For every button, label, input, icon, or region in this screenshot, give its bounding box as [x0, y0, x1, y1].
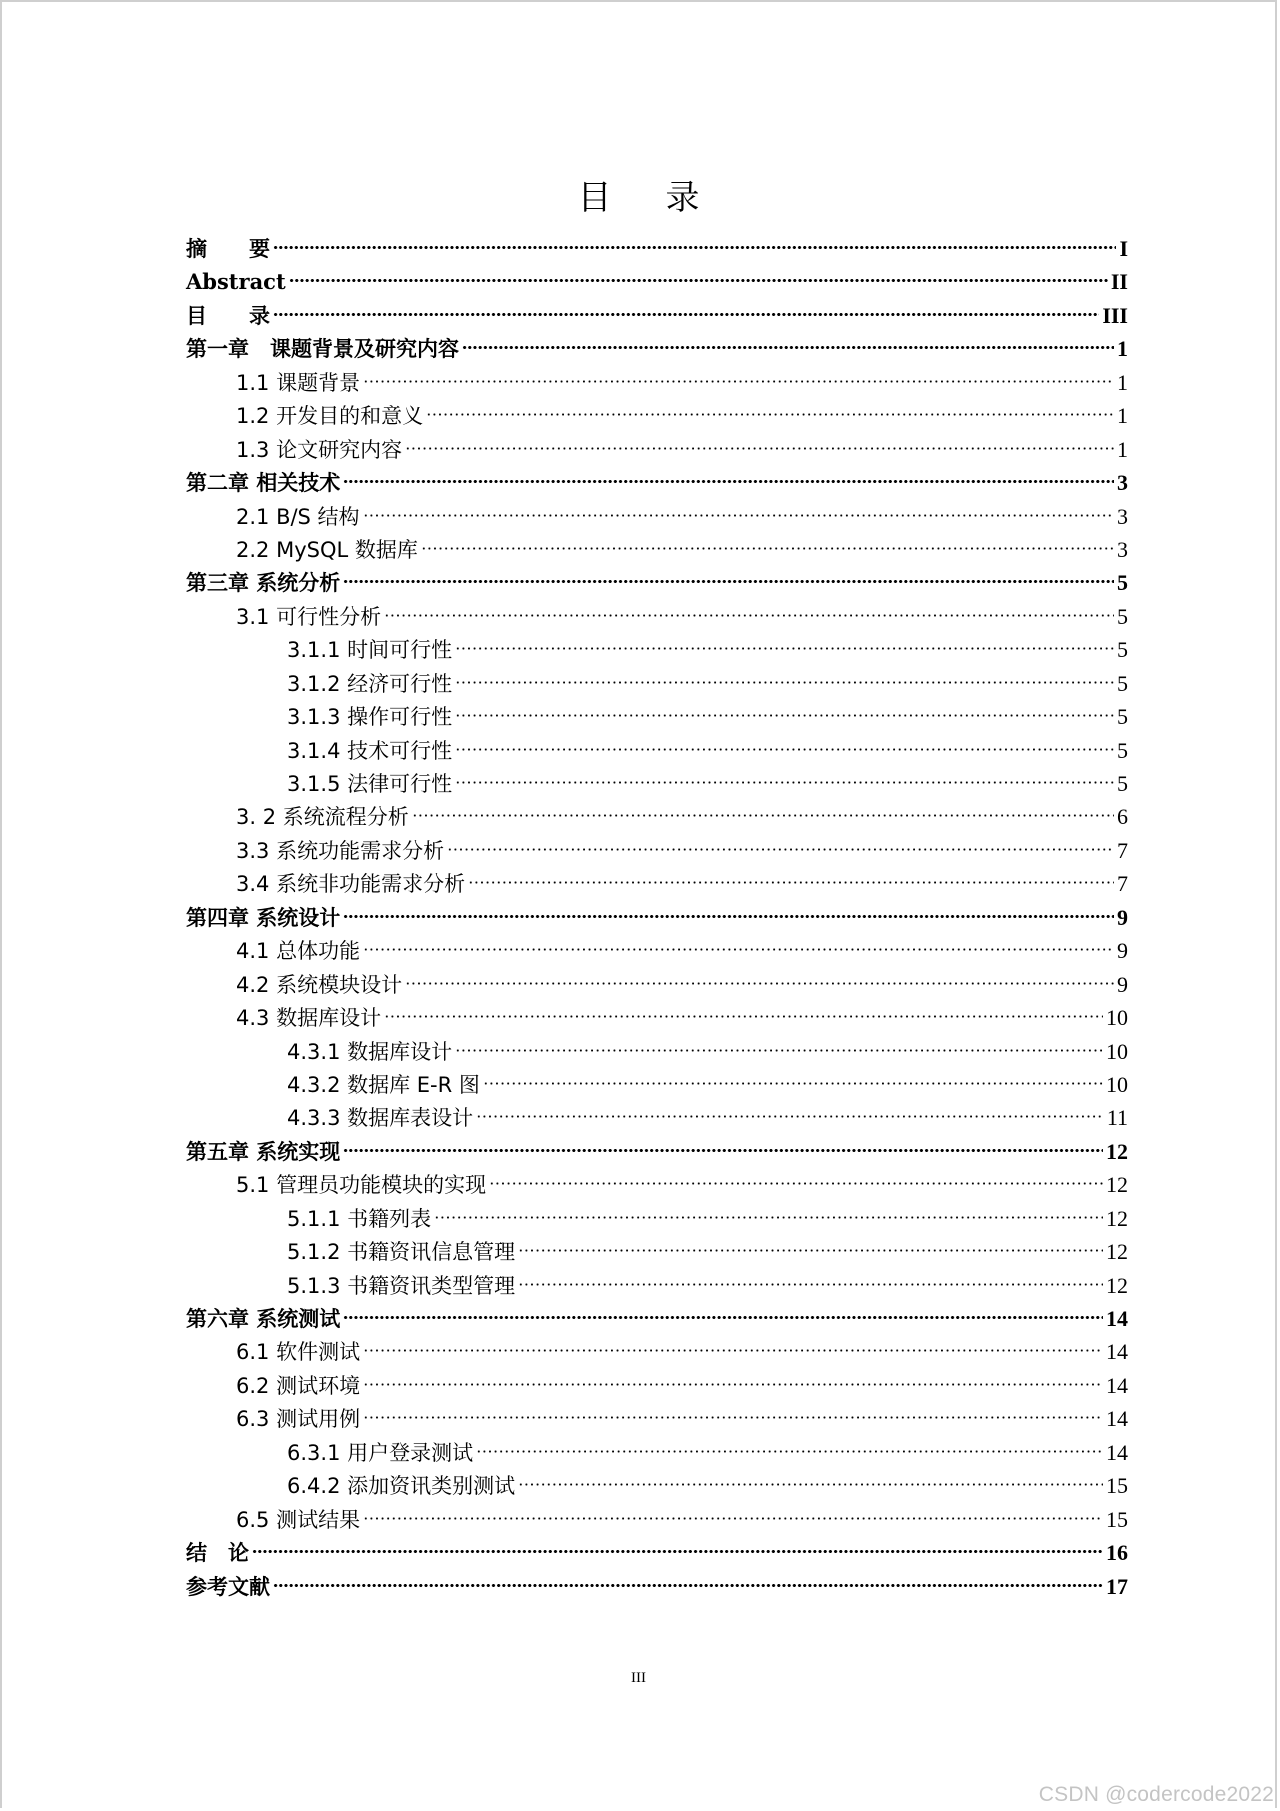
dot-leader [518, 1460, 1103, 1493]
dot-leader [273, 1561, 1103, 1594]
toc-entry-page-number: 9 [1117, 938, 1128, 964]
toc-entry-label: 第二章 相关技术 [186, 470, 341, 496]
toc-entry-level-0[interactable] [186, 223, 1128, 261]
toc-entry-page-number: 10 [1106, 1071, 1128, 1097]
dot-leader [518, 1260, 1103, 1293]
toc-entry-page-number: 14 [1106, 1406, 1128, 1432]
dot-leader [343, 457, 1114, 490]
dot-leader [405, 959, 1114, 992]
toc-entry-page-number: 6 [1117, 804, 1128, 830]
dot-leader [343, 892, 1114, 925]
toc-entry-level-0[interactable] [186, 256, 1128, 295]
dot-leader [343, 557, 1114, 590]
toc-entry-page-number: 16 [1106, 1540, 1128, 1566]
toc-entry-label: 第五章 系统实现 [186, 1138, 341, 1164]
dot-leader [468, 858, 1114, 891]
dot-leader [462, 323, 1114, 356]
toc-entry-label: 6.2 测试环境 [236, 1373, 361, 1398]
dot-leader [455, 725, 1114, 758]
toc-entry-label: 3.1.2 经济可行性 [287, 671, 453, 696]
dot-leader [421, 524, 1114, 557]
toc-heading: 目录 [577, 178, 754, 218]
dot-leader [434, 1193, 1103, 1226]
dot-leader [273, 223, 1116, 256]
toc-entry-label: 5.1.2 书籍资讯信息管理 [287, 1240, 516, 1265]
dot-leader [252, 1527, 1103, 1560]
toc-entry-page-number: 12 [1106, 1272, 1128, 1298]
toc-entry-page-number: 14 [1106, 1372, 1128, 1398]
dot-leader [476, 1427, 1103, 1460]
dot-leader [489, 1159, 1103, 1192]
toc-entry-page-number: 7 [1117, 871, 1128, 897]
toc-entry-page-number: 10 [1106, 1038, 1128, 1064]
toc-entry-page-number: 15 [1106, 1506, 1128, 1532]
dot-leader [455, 1026, 1103, 1059]
toc-entry-label: 4.3 数据库设计 [236, 1006, 382, 1031]
toc-entry-label: 6.3 测试用例 [236, 1407, 361, 1432]
page-number-footer: III [631, 1670, 646, 1686]
dot-leader [273, 290, 1099, 323]
toc-entry-label: 第三章 系统分析 [186, 570, 341, 596]
toc-entry-label: 6.5 测试结果 [236, 1507, 361, 1532]
toc-entry-label: 6.1 软件测试 [236, 1340, 361, 1365]
dot-leader [518, 1226, 1103, 1259]
toc-entry-level-0[interactable] [186, 323, 1128, 362]
toc-entry-label: 结 论 [186, 1540, 249, 1566]
toc-entry-label: 6.4.2 添加资讯类别测试 [287, 1474, 516, 1499]
toc-entry-label: 3.1 可行性分析 [236, 604, 382, 629]
toc-entry-page-number: 1 [1117, 336, 1128, 362]
toc-entry-page-number: 3 [1117, 470, 1128, 496]
toc-entry-label: 1.1 课题背景 [236, 370, 361, 395]
toc-entry-label: 6.3.1 用户登录测试 [287, 1440, 474, 1465]
toc-entry-label: 3. 2 系统流程分析 [236, 805, 409, 830]
toc-entry-label: 5.1.1 书籍列表 [287, 1206, 432, 1231]
toc-entry-page-number: 12 [1106, 1239, 1128, 1265]
toc-entry-label: 3.1.3 操作可行性 [287, 705, 453, 730]
toc-entry-label: 5.1 管理员功能模块的实现 [236, 1173, 487, 1198]
dot-leader [363, 357, 1114, 390]
toc-entry-page-number: II [1110, 269, 1128, 295]
toc-entry-level-0[interactable] [186, 1527, 1128, 1566]
dot-leader [455, 624, 1114, 657]
toc-entry-page-number: 12 [1106, 1138, 1128, 1164]
toc-entry-page-number: 9 [1117, 904, 1128, 930]
toc-entry-label: 参考文献 [186, 1573, 270, 1599]
toc-entry-label: 5.1.3 书籍资讯类型管理 [287, 1273, 516, 1298]
toc-entry-label: 3.4 系统非功能需求分析 [236, 872, 466, 897]
dot-leader [476, 1092, 1104, 1125]
toc-entry-page-number: 17 [1106, 1573, 1128, 1599]
dot-leader [426, 390, 1114, 423]
dot-leader [343, 1126, 1103, 1159]
toc-entry-page-number: 3 [1117, 536, 1128, 562]
toc-entry-page-number: 7 [1117, 837, 1128, 863]
toc-entry-label: 4.1 总体功能 [236, 939, 361, 964]
toc-entry-page-number: 12 [1106, 1205, 1128, 1231]
toc-entry-page-number: 11 [1106, 1105, 1128, 1131]
dot-leader [363, 1360, 1103, 1393]
toc-entry-label: 2.1 B/S 结构 [236, 504, 360, 529]
dot-leader [447, 825, 1114, 858]
toc-entry-label: 第一章 课题背景及研究内容 [186, 336, 459, 362]
dot-leader [412, 791, 1114, 824]
toc-entry-label: 4.3.3 数据库表设计 [287, 1106, 474, 1131]
toc-entry-label: 3.1.4 技术可行性 [287, 738, 453, 763]
toc-entry-page-number: 5 [1117, 570, 1128, 596]
toc-entry-label: 摘 要 [186, 236, 270, 261]
toc-entry-level-0[interactable] [186, 290, 1128, 328]
toc-entry-page-number: 1 [1117, 403, 1128, 429]
dot-leader [384, 591, 1114, 624]
toc-entry-page-number: 12 [1106, 1172, 1128, 1198]
toc-entry-page-number: 3 [1117, 503, 1128, 529]
toc-entry-page-number: 14 [1106, 1439, 1128, 1465]
toc-entry-page-number: 1 [1117, 436, 1128, 462]
dot-leader [363, 925, 1114, 958]
toc-entry-label: 2.2 MySQL 数据库 [236, 537, 418, 562]
toc-entry-page-number: 1 [1117, 369, 1128, 395]
dot-leader [363, 491, 1114, 524]
dot-leader [483, 1059, 1103, 1092]
toc-entry-label: Abstract [186, 269, 286, 295]
toc-entry-page-number: 5 [1117, 670, 1128, 696]
toc-entry-page-number: 5 [1117, 737, 1128, 763]
toc-entry-page-number: 5 [1117, 704, 1128, 730]
toc-entry-page-number: 5 [1117, 637, 1128, 663]
toc-entry-page-number: 14 [1106, 1306, 1128, 1331]
toc-entry-label: 3.3 系统功能需求分析 [236, 838, 445, 863]
dot-leader [363, 1494, 1103, 1527]
dot-leader [455, 691, 1114, 724]
toc-entry-label: 3.1.5 法律可行性 [287, 772, 453, 796]
dot-leader [455, 758, 1114, 791]
table-of-contents [186, 223, 1128, 1599]
toc-entry-level-0[interactable] [186, 1561, 1128, 1599]
dot-leader [384, 992, 1103, 1025]
toc-entry-page-number: III [1102, 302, 1128, 328]
toc-entry-label: 4.3.1 数据库设计 [287, 1039, 453, 1064]
toc-entry-label: 4.2 系统模块设计 [236, 972, 403, 997]
dot-leader [405, 424, 1114, 457]
toc-entry-label: 第四章 系统设计 [186, 904, 341, 930]
toc-entry-page-number: 5 [1117, 771, 1128, 796]
dot-leader [455, 658, 1114, 691]
toc-entry-label: 目 录 [186, 302, 270, 328]
toc-entry-label: 第六章 系统测试 [186, 1306, 341, 1331]
dot-leader [363, 1326, 1103, 1359]
toc-entry-page-number: 14 [1106, 1339, 1128, 1365]
toc-entry-label: 3.1.1 时间可行性 [287, 638, 453, 663]
toc-entry-page-number: I [1119, 236, 1128, 261]
dot-leader [343, 1293, 1103, 1326]
toc-entry-page-number: 9 [1117, 971, 1128, 997]
dot-leader [363, 1393, 1103, 1426]
toc-entry-label: 1.2 开发目的和意义 [236, 404, 424, 429]
toc-entry-page-number: 10 [1106, 1005, 1128, 1031]
watermark: CSDN @codercode2022 [1038, 1783, 1274, 1806]
dot-leader [289, 256, 1108, 289]
toc-entry-label: 1.3 论文研究内容 [236, 437, 403, 462]
toc-entry-page-number: 15 [1106, 1473, 1128, 1499]
toc-entry-label: 4.3.2 数据库 E-R 图 [287, 1072, 480, 1097]
toc-entry-page-number: 5 [1117, 603, 1128, 629]
